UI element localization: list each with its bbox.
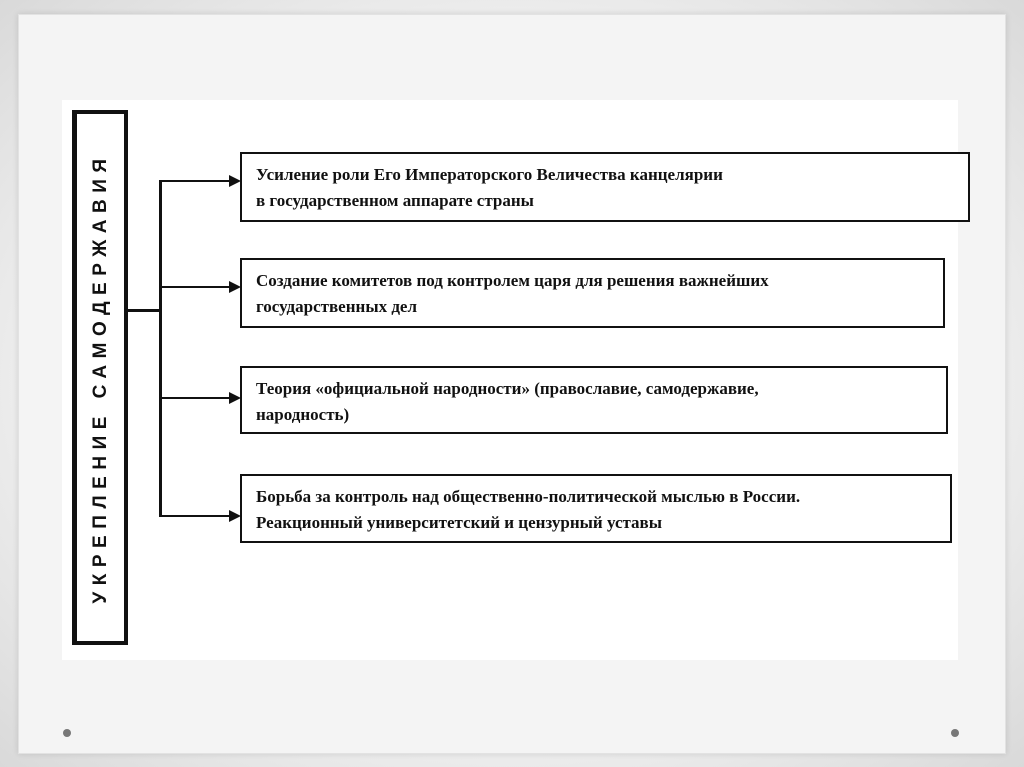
- root-box: [72, 110, 128, 645]
- item-box: [240, 366, 948, 434]
- item-text: государственных дел: [256, 297, 418, 316]
- item-text: Борьба за контроль над общественно-политической мыслью в России.: [256, 487, 801, 506]
- branch-line: [159, 397, 231, 399]
- item-text: народность): [256, 405, 350, 424]
- decorative-dot: [951, 729, 959, 737]
- branch-line: [159, 180, 231, 182]
- branch-line: [159, 286, 231, 288]
- item-box: [240, 474, 952, 543]
- item-box: [240, 152, 970, 222]
- item-text: Реакционный университетский и цензурный уставы: [256, 513, 662, 532]
- item-text: Теория «официальной народности» (православие, самодержавие,: [256, 379, 759, 398]
- item-text: Создание комитетов под контролем царя для решения важнейших: [256, 271, 769, 290]
- trunk-connector: [128, 309, 161, 312]
- item-text: в государственном аппарате страны: [256, 191, 534, 210]
- item-box: [240, 258, 945, 328]
- branch-line: [159, 515, 231, 517]
- vertical-connector: [159, 180, 162, 517]
- item-text: Усиление роли Его Императорского Величества канцелярии: [256, 165, 723, 184]
- root-label: УКРЕПЛЕНИЕ САМОДЕРЖАВИЯ: [89, 151, 111, 604]
- decorative-dot: [63, 729, 71, 737]
